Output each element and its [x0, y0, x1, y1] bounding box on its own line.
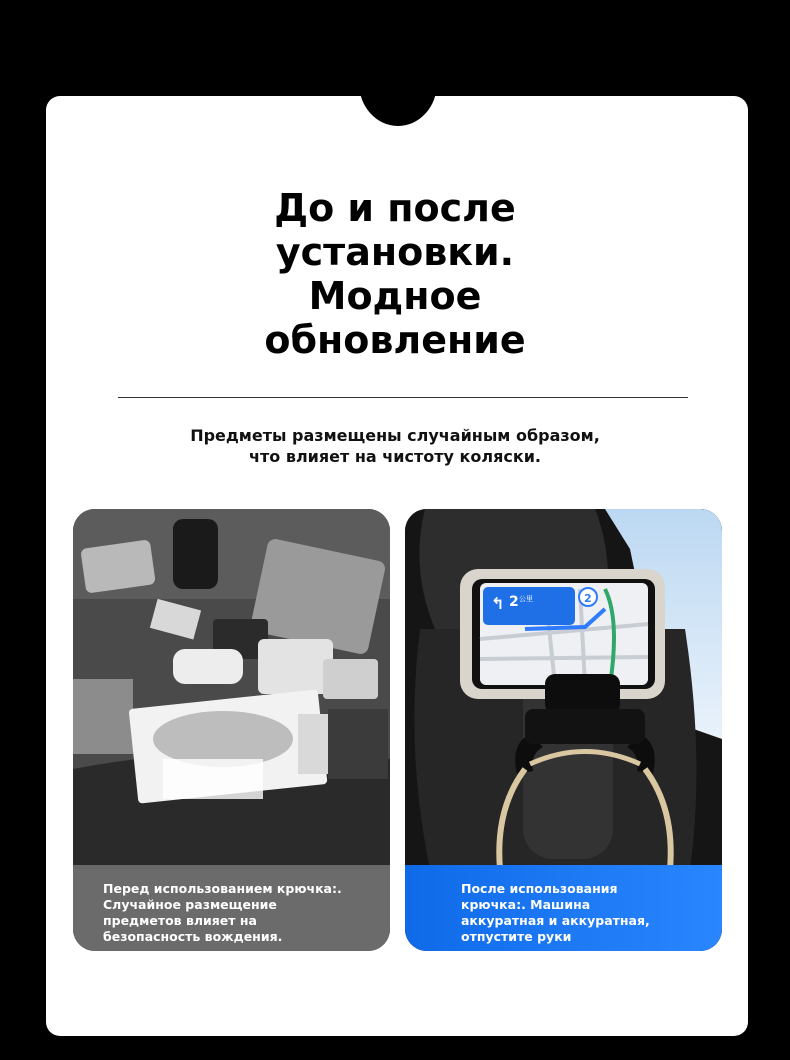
caption-line: Перед использованием крючка:. — [103, 881, 342, 896]
before-photo — [73, 509, 390, 951]
caption-line: отпустите руки — [461, 929, 572, 944]
title-line: До и после — [274, 186, 516, 230]
title-line: Модное — [308, 274, 482, 318]
top-notch — [359, 40, 437, 126]
caption-line: аккуратная и аккуратная, — [461, 913, 650, 928]
title-line: обновление — [264, 318, 526, 362]
divider — [118, 397, 688, 398]
caption-line: безопасность вождения. — [103, 929, 283, 944]
caption-line: предметов влияет на — [103, 913, 257, 928]
page-title — [0, 186, 790, 362]
nav-arrow-text: ↰ — [491, 594, 505, 613]
after-caption — [405, 865, 722, 951]
caption-line: Случайное размещение — [103, 897, 277, 912]
caption-line: После использования — [461, 881, 618, 896]
nav-badge: 2 — [584, 592, 592, 605]
subtitle-line: что влияет на чистоту коляски. — [249, 447, 541, 466]
after-photo — [405, 509, 722, 951]
subtitle-line: Предметы размещены случайным образом, — [190, 426, 600, 445]
before-caption — [73, 865, 390, 951]
caption-line: крючка:. Машина — [461, 897, 591, 912]
subtitle — [0, 425, 790, 467]
title-line: установки. — [275, 230, 515, 274]
nav-distance-unit: 公里 — [519, 595, 533, 603]
nav-distance: 2 — [509, 594, 519, 610]
